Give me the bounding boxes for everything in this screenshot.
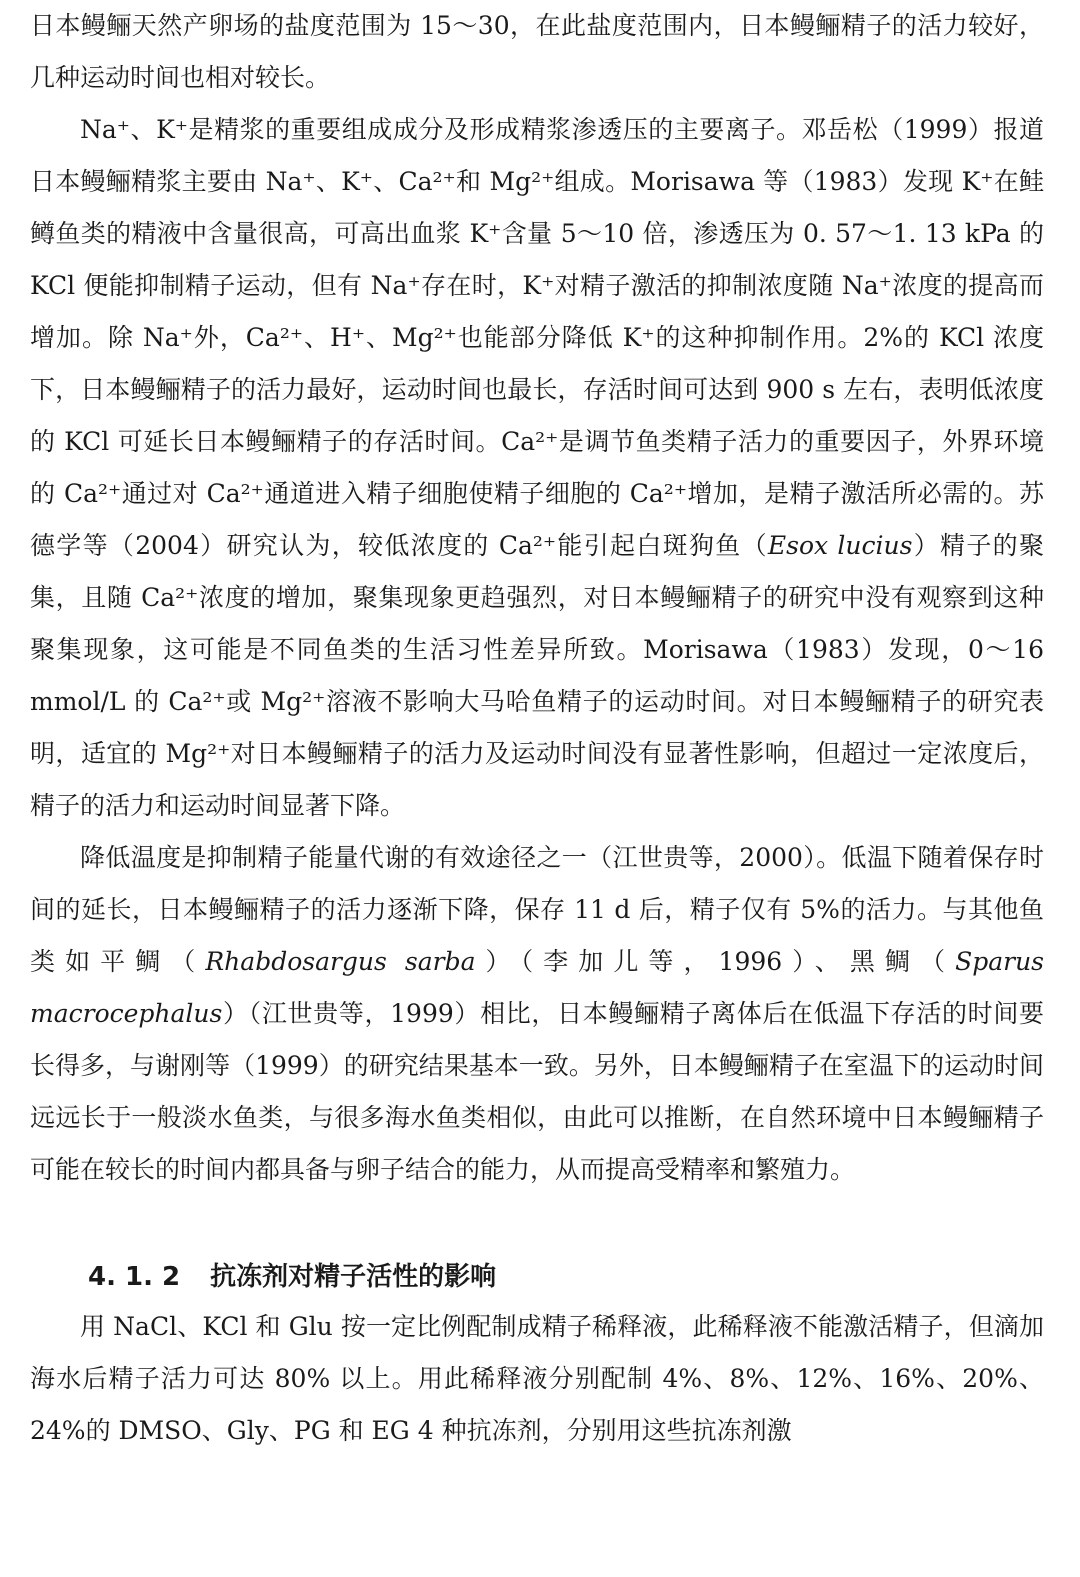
paragraph-temperature: 降低温度是抑制精子能量代谢的有效途径之一（江世贵等，2000）。低温下随着保存时间的延长，日本鳗鲡精子的活力逐渐下降，保存 11 d 后，精子仅有 5%的活力。与其他鱼类如平鲷（Rhabdosargus sarba）（李加儿等，1996）、黑鲷（Sparus macrocephalus）（江世贵等，1999）相比，日本鳗鲡精子离体后在低温下存活的时间要长得多，与谢刚等（1999）的研究结果基本一致。另外，日本鳗鲡精子在室温下的运动时间远远长于一般淡水鱼类，与很多海水鱼类相似，由此可以推断，在自然环境中日本鳗鲡精子可能在较长的时间内都具备与卵子结合的能力，从而提高受精率和繁殖力。 xyxy=(30,843,1045,1184)
paragraph-ions: Na⁺、K⁺是精浆的重要组成成分及形成精浆渗透压的主要离子。邓岳松（1999）报道日本鳗鲡精浆主要由 Na⁺、K⁺、Ca²⁺和 Mg²⁺组成。Morisawa 等（1983）发现 K⁺在鲑鳟鱼类的精液中含量很高，可高出血浆 K⁺含量 5～10 倍，渗透压为 0. 57～1. 13 kPa 的 KCl 便能抑制精子运动，但有 Na⁺存在时，K⁺对精子激活的抑制浓度随 Na⁺浓度的提高而增加。除 Na⁺外，Ca²⁺、H⁺、Mg²⁺也能部分降低 K⁺的这种抑制作用。2%的 KCl 浓度下，日本鳗鲡精子的活力最好，运动时间也最长，存活时间可达到 900 s 左右，表明低浓度的 KCl 可延长日本鳗鲡精子的存活时间。Ca²⁺是调节鱼类精子活力的重要因子，外界环境的 Ca²⁺通过对 Ca²⁺通道进入精子细胞使精子细胞的 Ca²⁺增加，是精子激活所必需的。苏德学等（2004）研究认为，较低浓度的 Ca²⁺能引起白斑狗鱼（Esox lucius）精子的聚集，且随 Ca²⁺浓度的增加，聚集现象更趋强烈，对日本鳗鲡精子的研究中没有观察到这种聚集现象，这可能是不同鱼类的生活习性差异所致。Morisawa（1983）发现，0～16 mmol/L 的 Ca²⁺或 Mg²⁺溶液不影响大马哈鱼精子的运动时间。对日本鳗鲡精子的研究表明，适宜的 Mg²⁺对日本鳗鲡精子的活力及运动时间没有显著性影响，但超过一定浓度后，精子的活力和运动时间显著下降。 xyxy=(30,115,1044,820)
paragraph-salinity: 日本鳗鲡天然产卵场的盐度范围为 15～30，在此盐度范围内，日本鳗鲡精子的活力较好，几种运动时间也相对较长。 xyxy=(30,11,1044,92)
section-number: 4. 1. 2 xyxy=(88,1262,181,1292)
section-heading xyxy=(30,1253,1044,1301)
paragraph-antifreeze: 用 NaCl、KCl 和 Glu 按一定比例配制成精子稀释液，此稀释液不能激活精子，但滴加海水后精子活力可达 80% 以上。用此稀释液分别配制 4%、8%、12%、16%、20%、24%的 DMSO、Gly、PG 和 EG 4 种抗冻剂，分别用这些抗冻剂激 xyxy=(30,1312,1044,1445)
section-title: 抗冻剂对精子活性的影响 xyxy=(210,1262,497,1292)
